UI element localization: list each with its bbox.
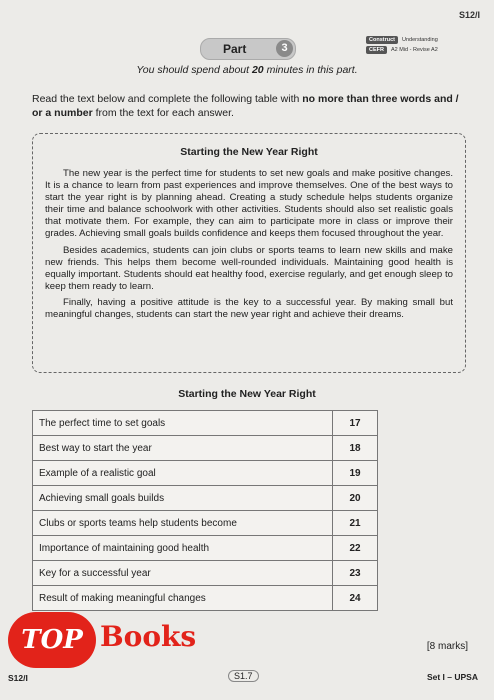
answer-table — [32, 410, 378, 611]
passage-paragraph-2: Besides academics, students can join clubs or sports teams to learn new skills and make new friends. This helps them become well-rounded individuals. Maintaining good health is equally important. Students should eat healthy food, exercise regularly, and get enough sleep to keep them ready to learn. — [45, 244, 453, 292]
task-instruction: Read the text below and complete the following table with no more than three words and / or a number from the text for each answer. — [32, 93, 459, 119]
set-info: Set I – UPSA — [426, 672, 478, 682]
table-row: Example of a realistic goal 19 — [33, 461, 378, 486]
construct-tags — [366, 36, 438, 56]
part-number: 3 — [276, 40, 293, 57]
question-number: 17 — [333, 411, 378, 436]
reading-passage — [32, 133, 466, 373]
logo-badge: TOP — [8, 612, 96, 668]
question-number: 19 — [333, 461, 378, 486]
question-number: 23 — [333, 561, 378, 586]
question-number: 18 — [333, 436, 378, 461]
page-code-bottom: S12/I — [8, 673, 28, 683]
question-number: 21 — [333, 511, 378, 536]
passage-paragraph-3: Finally, having a positive attitude is the key to a successful year. By making small but meaningful changes, students can start the new year right and achieve their dreams. — [45, 296, 453, 321]
page-number: S1.7 — [228, 670, 259, 682]
part-label: Part — [223, 42, 247, 56]
table-row: Achieving small goals builds 20 — [33, 486, 378, 511]
question-number: 24 — [333, 586, 378, 611]
table-row: Importance of maintaining good health 22 — [33, 536, 378, 561]
question-number: 22 — [333, 536, 378, 561]
topbooks-logo — [8, 612, 208, 668]
table-row: Clubs or sports teams help students become 21 — [33, 511, 378, 536]
table-row: Best way to start the year 18 — [33, 436, 378, 461]
tag-cefr: CEFR A2 Mid - Revise A2 — [366, 46, 438, 54]
table-title: Starting the New Year Right — [178, 388, 316, 400]
question-number: 20 — [333, 486, 378, 511]
tag-construct: Construct Understanding — [366, 36, 438, 44]
table-row: The perfect time to set goals 17 — [33, 411, 378, 436]
table-row: Key for a successful year 23 — [33, 561, 378, 586]
part-badge — [200, 38, 296, 60]
page-code: S12/I — [458, 10, 480, 20]
passage-paragraph-1: The new year is the perfect time for students to set new goals and make positive changes. It is a chance to learn from past experiences and improve themselves. One of the best ways to start the year right is by planning ahead. Creating a study schedule helps students organize their time and balance schoolwork with other activities. Students should also set realistic goals that motivate them. For example, they can aim to participate more in class or improve their grades. Achieving small goals builds confidence and keeps them focused throughout the year. — [45, 168, 453, 240]
logo-word: Books — [100, 620, 197, 653]
table-row: Result of making meaningful changes 24 — [33, 586, 378, 611]
marks-total: [8 marks] — [426, 641, 468, 652]
passage-title: Starting the New Year Right — [180, 146, 318, 158]
time-instruction: You should spend about 20 minutes in this part. — [136, 64, 358, 76]
